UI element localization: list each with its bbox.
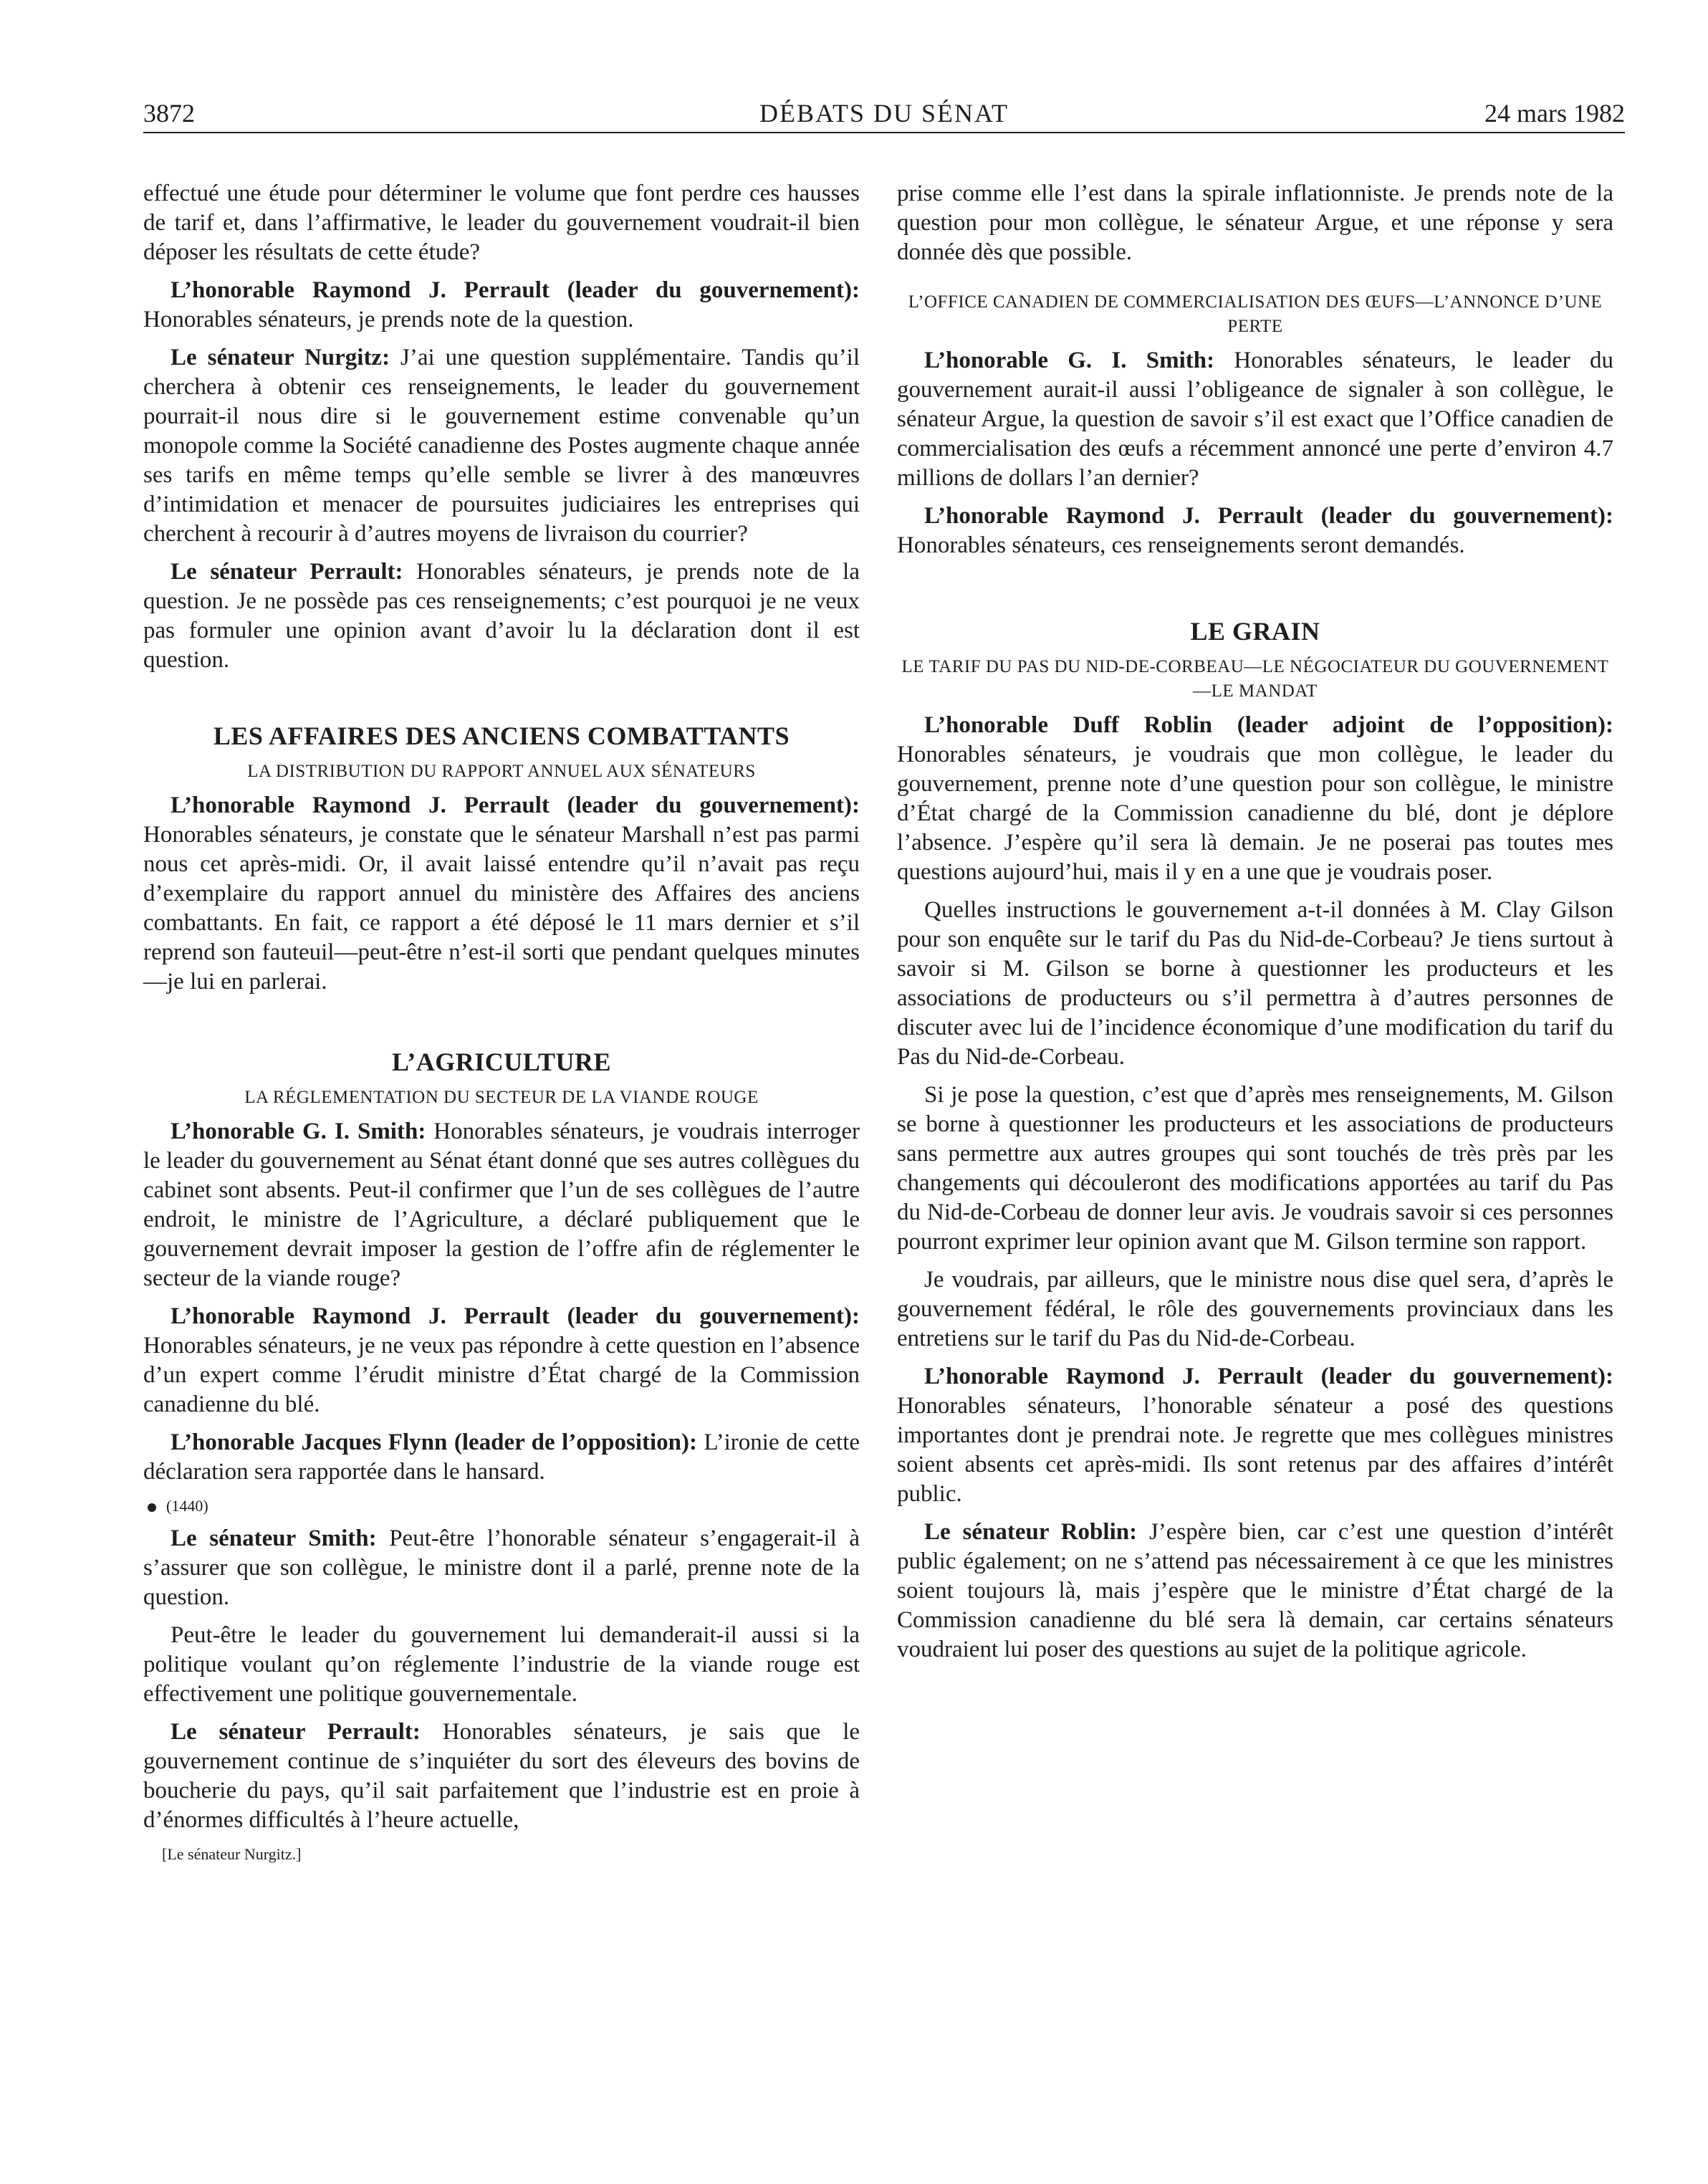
subsection-heading: L’OFFICE CANADIEN DE COMMERCIALISATION DES ŒUFS—L’ANNONCE D’UNE PERTE: [908, 292, 1603, 336]
speech-text: Honorables sénateurs, je constate que le sénateur Marshall n’est pas parmi nous cet après-midi. Or, il avait laissé entendre qu’il n’avait pas reçu d’exemplaire du rapport annuel du ministère des Affaires des anciens combattants. En fait, ce rapport a été déposé le 11 mars dernier et s’il reprend son fauteuil—peut-être n’est-il sorti que pendant quelques minutes—je lui en parlerai.: [143, 822, 860, 995]
speaker-name: L’honorable Duff Roblin (leader adjoint de l’opposition):: [924, 712, 1613, 738]
paragraph: [897, 502, 1613, 560]
time-marker: [148, 1495, 860, 1517]
paragraph: [143, 276, 860, 335]
paragraph: effectué une étude pour déterminer le volume que font perdre ces hausses de tarif et, dans l’affirmative, le leader du gouvernement voudrait-il bien déposer les résultats de cette étude?: [143, 181, 860, 265]
paragraph: [143, 1718, 860, 1835]
speech-text: Honorables sénateurs, ces renseignements seront demandés.: [897, 532, 1465, 558]
speaker-name: L’honorable G. I. Smith:: [924, 348, 1215, 373]
speaker-name: L’honorable Raymond J. Perrault (leader du gouvernement):: [171, 277, 860, 303]
paragraph: [143, 343, 860, 549]
subsection-heading: LA DISTRIBUTION DU RAPPORT ANNUEL AUX SÉNATEURS: [247, 762, 756, 781]
paragraph: prise comme elle l’est dans la spirale inflationniste. Je prends note de la question pour mon collègue, le sénateur Argue, et une réponse y sera donnée dès que possible.: [897, 181, 1613, 265]
speech-text: Honorables sénateurs, je ne veux pas répondre à cette question en l’absence d’un expert comme l’érudit ministre d’État chargé de la Commission canadienne du blé.: [143, 1333, 860, 1417]
speech-text: Honorables sénateurs, je sais que le gouvernement continue de s’inquiéter du sort des éleveurs des bovins de boucherie du pays, qu’il sait parfaitement que l’industrie est en proie à d’énormes difficultés à l’heure actuelle,: [143, 1719, 860, 1833]
speaker-name: L’honorable G. I. Smith:: [171, 1119, 426, 1144]
speech-text: J’ai une question supplémentaire. Tandis qu’il cherchera à obtenir ces renseignements, le leader du gouvernement pourrait-il nous dire si le gouvernement estime convenable qu’un monopole comme la Société canadienne des Postes augmente chaque année ses tarifs en même temps qu’elle semble se livrer à des manœuvres d’intimidation et menacer de poursuites judiciaires les entreprises qui cherchent à recourir à d’autres moyens de livraison du courrier?: [143, 345, 860, 547]
speaker-name: Le sénateur Smith:: [171, 1526, 377, 1551]
subsection-heading: LE TARIF DU PAS DU NID-DE-CORBEAU—LE NÉGOCIATEUR DU GOUVERNEMENT—LE MANDAT: [901, 657, 1609, 701]
paragraph: [143, 557, 860, 675]
paragraph: [143, 1117, 860, 1293]
paragraph: Quelles instructions le gouvernement a-t-il données à M. Clay Gilson pour son enquête sur le tarif du Pas du Nid-de-Corbeau? Je tiens surtout à savoir si M. Gilson se borne à questionner les producteurs et les associations de producteurs ou s’il permettra à d’autres personnes de discuter avec lui de l’incidence économique d’une modification du tarif du Pas du Nid-de-Corbeau.: [897, 897, 1613, 1070]
paragraph: [897, 1362, 1613, 1509]
speaker-name: Le sénateur Perrault:: [171, 1719, 421, 1745]
paragraph: [143, 1302, 860, 1419]
speech-text: Honorables sénateurs, je prends note de la question. Je ne possède pas ces renseignements; c’est pourquoi je ne veux pas formuler une opinion avant d’avoir lu la déclaration dont il est question.: [143, 559, 860, 673]
speaker-name: L’honorable Raymond J. Perrault (leader du gouvernement):: [924, 503, 1613, 529]
speech-text: J’espère bien, car c’est une question d’intérêt public également; on ne s’attend pas nécessairement à ce que les ministres soient toujours là, mais j’espère que le ministre d’État chargé de la Commission canadienne du blé sera là demain, car certains sénateurs voudraient lui poser des questions au sujet de la politique agricole.: [897, 1519, 1613, 1662]
paragraph: Si je pose la question, c’est que d’après mes renseignements, M. Gilson se borne à questionner les producteurs et les associations de producteurs sans permettre aux autres groupes qui sont touchés de très près par les changements qui découleront des modifications apportées au tarif du Pas du Nid-de-Corbeau de donner leur avis. Je voudrais savoir si ces personnes pourront exprimer leur opinion avant que M. Gilson termine son rapport.: [897, 1082, 1613, 1255]
right-column: [897, 179, 1613, 1673]
paragraph: [143, 791, 860, 997]
speaker-name: L’honorable Raymond J. Perrault (leader du gouvernement):: [171, 1303, 860, 1329]
speech-text: Peut-être l’honorable sénateur s’engagerait-il à s’assurer que son collègue, le ministre dont il a parlé, prenne note de la question.: [143, 1526, 860, 1610]
footnote: [Le sénateur Nurgitz.]: [162, 1845, 302, 1863]
paragraph: [143, 1428, 860, 1487]
time-stamp: (1440): [166, 1497, 208, 1515]
speaker-name: L’honorable Raymond J. Perrault (leader du gouvernement):: [924, 1364, 1613, 1389]
paragraph: Je voudrais, par ailleurs, que le ministre nous dise quel sera, d’après le gouvernement fédéral, le rôle des gouvernements provinciaux dans les entretiens sur le tarif du Pas du Nid-de-Corbeau.: [897, 1267, 1613, 1351]
speaker-name: Le sénateur Perrault:: [171, 559, 403, 585]
bullet-icon: [148, 1503, 156, 1512]
running-header: [143, 95, 1625, 133]
speech-text: Honorables sénateurs, je voudrais interroger le leader du gouvernement au Sénat étant donné que ses autres collègues du cabinet sont absents. Peut-il confirmer que l’un de ses collègues de l’autre endroit, le ministre de l’Agriculture, a déclaré publiquement que le gouvernement devrait imposer la gestion de l’offre afin de réglementer le secteur de la viande rouge?: [143, 1119, 860, 1291]
section-heading: LES AFFAIRES DES ANCIENS COMBATTANTS: [213, 722, 790, 750]
paragraph: [143, 1524, 860, 1612]
running-title: DÉBATS DU SÉNAT: [759, 99, 1009, 128]
speech-text: Honorables sénateurs, le leader du gouvernement aurait-il aussi l’obligeance de signaler à son collègue, le sénateur Argue, la question de savoir s’il est exact que l’Office canadien de commercialisation des œufs a récemment annoncé une perte d’environ 4.7 millions de dollars l’an dernier?: [897, 348, 1613, 491]
speech-text: Honorables sénateurs, l’honorable sénateur a posé des questions importantes dont je prendrai note. Je regrette que mes collègues ministres soient absents cet après-midi. Ils sont retenus par des affaires d’intérêt public.: [897, 1393, 1613, 1507]
left-column: [143, 179, 860, 1865]
speaker-name: Le sénateur Nurgitz:: [171, 345, 390, 370]
page-number: 3872: [143, 99, 195, 128]
speech-text: Honorables sénateurs, je voudrais que mon collègue, le leader du gouvernement, prenne note d’une question pour son collègue, le ministre d’État chargé de la Commission canadienne du blé, dont je déplore l’absence. J’espère qu’il sera là demain. Je ne poserai pas toutes mes questions aujourd’hui, mais il y en a une que je voudrais poser.: [897, 742, 1613, 885]
speaker-name: L’honorable Raymond J. Perrault (leader du gouvernement):: [171, 792, 860, 818]
speaker-name: Le sénateur Roblin:: [924, 1519, 1138, 1545]
speech-text: Honorables sénateurs, je prends note de la question.: [143, 307, 634, 332]
section-heading: L’AGRICULTURE: [392, 1048, 611, 1076]
speaker-name: L’honorable Jacques Flynn (leader de l’opposition):: [171, 1429, 698, 1455]
paragraph: [897, 711, 1613, 887]
subsection-heading: LA RÉGLEMENTATION DU SECTEUR DE LA VIANDE ROUGE: [244, 1088, 759, 1107]
section-heading: LE GRAIN: [1190, 617, 1320, 646]
paragraph: [897, 1518, 1613, 1665]
speech-text: L’ironie de cette déclaration sera rapportée dans le hansard.: [143, 1429, 860, 1485]
paragraph: Peut-être le leader du gouvernement lui demanderait-il aussi si la politique voulant qu’on réglemente l’industrie de la viande rouge est effectivement une politique gouvernementale.: [143, 1622, 860, 1707]
issue-date: 24 mars 1982: [1484, 99, 1625, 128]
paragraph: [897, 346, 1613, 493]
